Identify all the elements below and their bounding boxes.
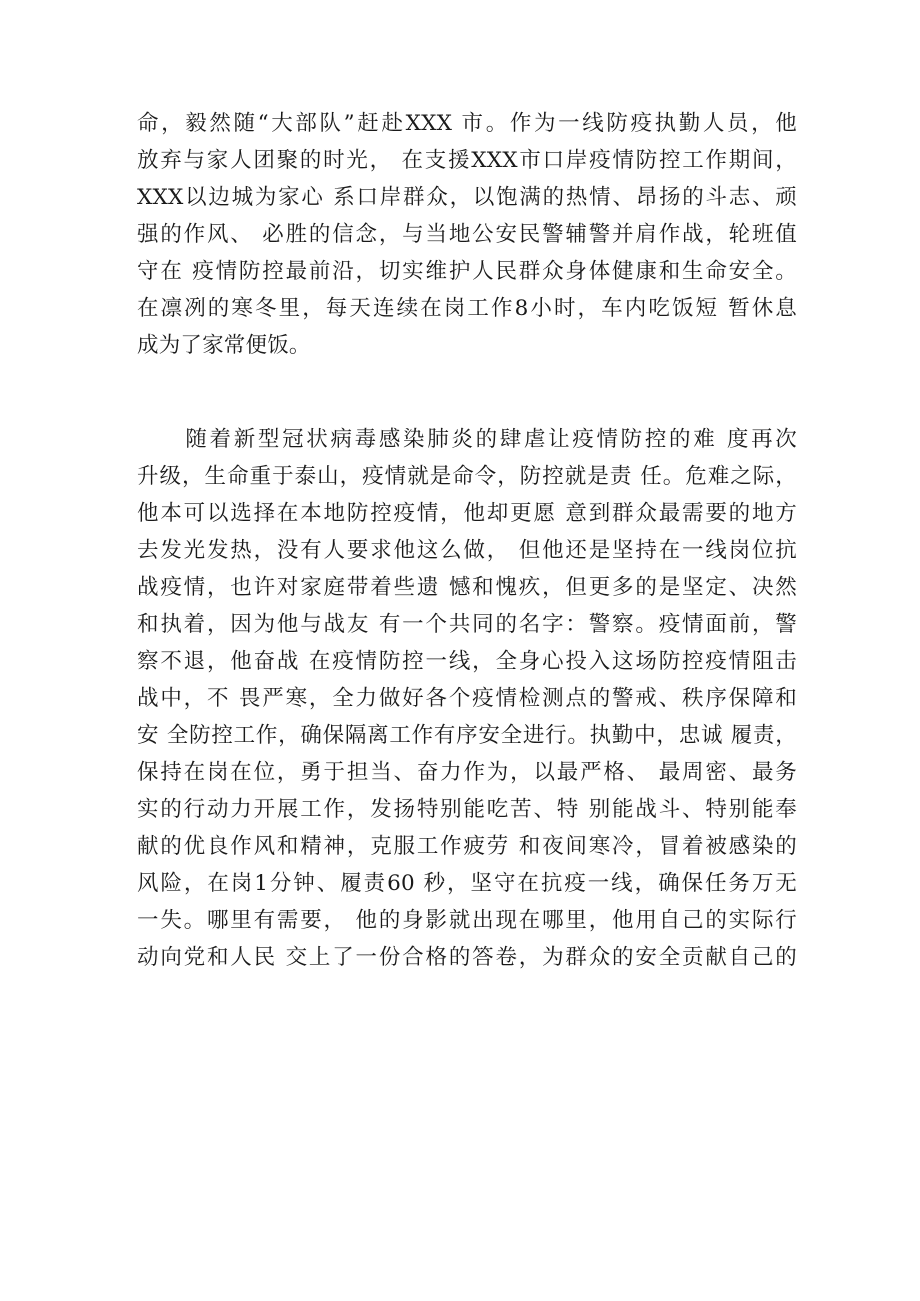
- text-line: 察不退，他奋战 在疫情防控一线，全身心投入这场防控疫情阻击: [137, 649, 797, 674]
- text-line: 动向党和人民 交上了一份合格的答卷，为群众的安全贡献自己的: [137, 945, 797, 970]
- text-line: 守在 疫情防控最前沿，切实维护人民群众身体健康和生命安全。: [137, 259, 797, 284]
- text-line: 升级，生命重于泰山，疫情就是命令，防控就是责 任。危难之际，: [137, 464, 797, 489]
- text-line: 和执着，因为他与战友 有一个共同的名字：警察。疫情面前，警: [137, 612, 797, 637]
- text-line: 实的行动力开展工作，发扬特别能吃苦、特 别能战斗、特别能奉: [137, 797, 797, 822]
- paragraph-1: [137, 105, 797, 364]
- text-line: 成为了家常便饭。: [137, 333, 311, 358]
- text-line: 随着新型冠状病毒感染肺炎的肆虐让疫情防控的难 度再次: [137, 427, 797, 452]
- text-line: XXX以边城为家心 系口岸群众，以饱满的热情、昂扬的斗志、顽: [137, 185, 797, 210]
- text-line: 献的优良作风和精神，克服工作疲劳 和夜间寒冷，冒着被感染的: [137, 834, 797, 859]
- text-line: 去发光发热，没有人要求他这么做， 但他还是坚持在一线岗位抗: [137, 538, 797, 563]
- text-line: 战疫情，也许对家庭带着些遗 憾和愧疚，但更多的是坚定、决然: [137, 575, 797, 600]
- text-line: 命，毅然随“大部队”赶赴XXX 市。作为一线防疫执勤人员，他: [137, 111, 797, 136]
- text-line: 战中，不 畏严寒，全力做好各个疫情检测点的警戒、秩序保障和: [137, 686, 797, 711]
- text-line: 放弃与家人团聚的时光， 在支援XXX市口岸疫情防控工作期间，: [137, 148, 797, 173]
- text-line: 安 全防控工作，确保隔离工作有序安全进行。执勤中，忠诚 履责，: [137, 723, 797, 748]
- text-line: 风险，在岗1分钟、履责60 秒，坚守在抗疫一线，确保任务万无: [137, 871, 797, 896]
- text-line: 在凛冽的寒冬里，每天连续在岗工作8小时，车内吃饭短 暂休息: [137, 296, 797, 321]
- paragraph-2: [137, 421, 797, 976]
- text-line: 一失。哪里有需要， 他的身影就出现在哪里，他用自己的实际行: [137, 908, 797, 933]
- text-line: 强的作风、 必胜的信念，与当地公安民警辅警并肩作战，轮班值: [137, 222, 797, 247]
- text-line: 他本可以选择在本地防控疫情，他却更愿 意到群众最需要的地方: [137, 501, 797, 526]
- text-line: 保持在岗在位，勇于担当、奋力作为，以最严格、 最周密、最务: [137, 760, 797, 785]
